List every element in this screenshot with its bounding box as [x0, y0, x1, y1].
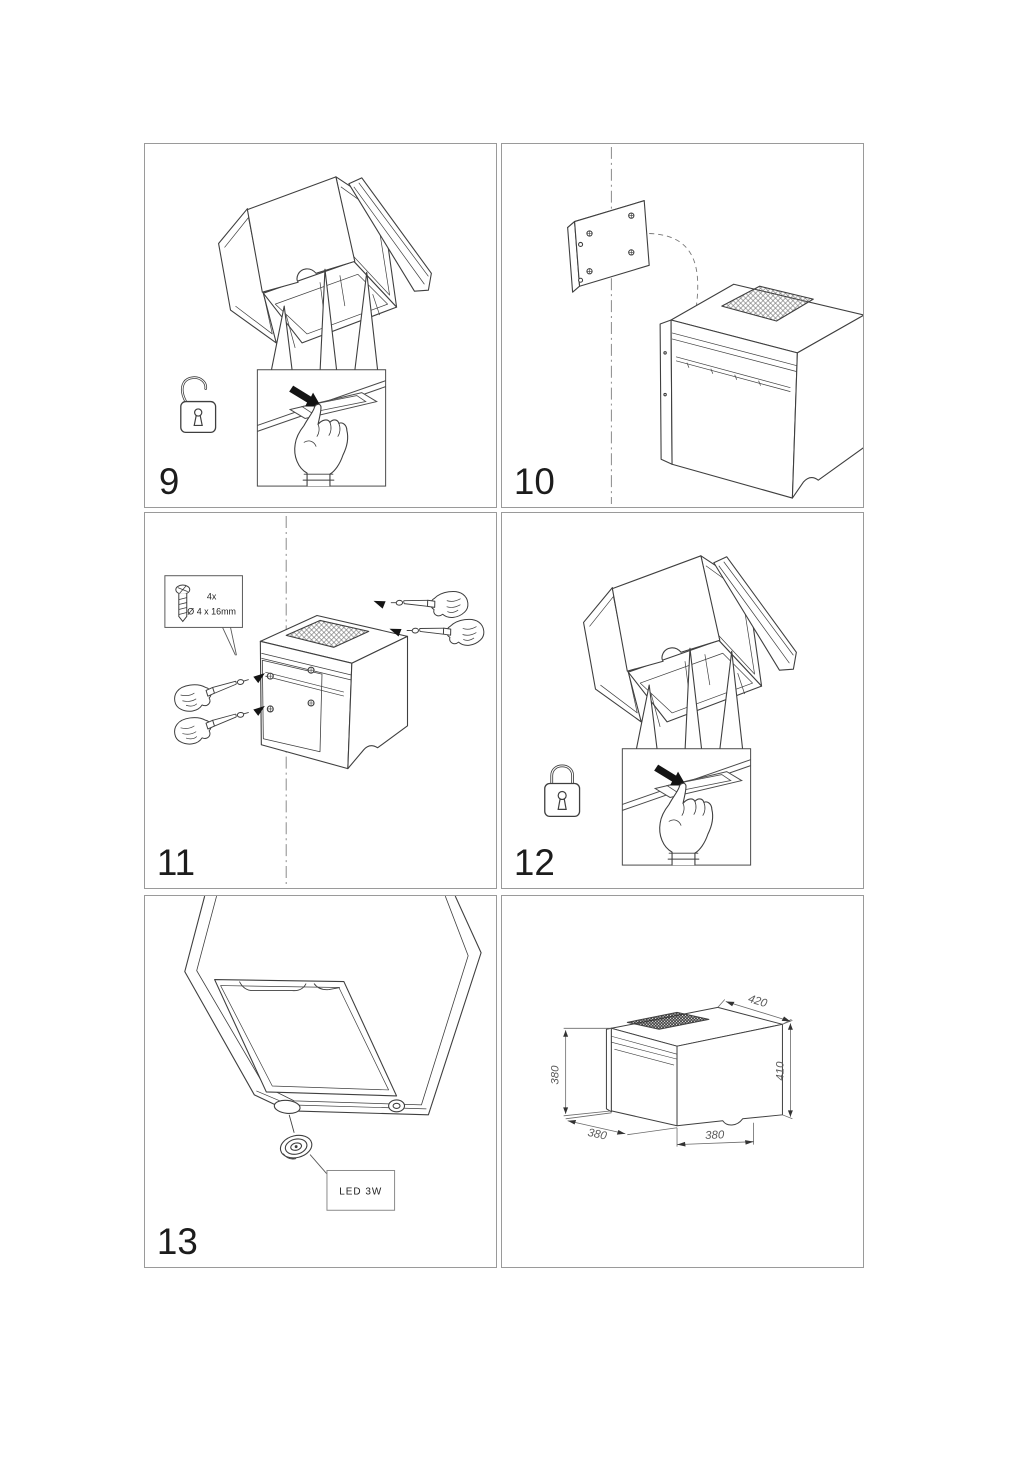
mounting-bracket-icon — [568, 201, 650, 292]
step-number: 13 — [156, 1221, 198, 1263]
dimension-label-right-height: 410 — [774, 1061, 787, 1081]
dimension-label-top-depth: 420 — [746, 993, 769, 1011]
mesh-top-unit — [660, 284, 863, 498]
dimension-label-front-width: 380 — [704, 1129, 725, 1143]
open-padlock-icon — [181, 378, 216, 433]
dimension-label-left-height: 380 — [549, 1065, 562, 1085]
panel-step-9 — [144, 143, 497, 508]
led-spotlight-icon — [278, 1132, 314, 1161]
unit-underside-drawing — [185, 896, 481, 1133]
screw-size: Ø 4 x 16mm — [187, 606, 236, 617]
panel-step-10 — [501, 143, 864, 508]
step-number: 11 — [156, 842, 196, 884]
screw-quantity: 4x — [206, 591, 217, 602]
step-number: 10 — [513, 461, 555, 503]
panel-step-13 — [144, 895, 497, 1268]
mesh-top-unit — [260, 615, 407, 768]
screwdriver-hand-icon — [374, 588, 470, 628]
led-label: LED 3W — [339, 1186, 383, 1198]
panel-dimensions — [501, 895, 864, 1268]
dimension-label-bottom-depth: 380 — [586, 1126, 608, 1143]
step-number: 12 — [513, 842, 555, 884]
dimensioned-unit-drawing — [606, 1007, 782, 1125]
closed-padlock-icon — [545, 766, 580, 816]
step-number: 9 — [158, 461, 180, 503]
screwdriver-hand-icon — [173, 673, 269, 713]
led-callout-box — [310, 1155, 395, 1211]
tilted-unit-drawing — [584, 556, 797, 865]
screwdriver-hand-icon — [173, 706, 269, 746]
panel-step-12 — [501, 512, 864, 889]
panel-step-11 — [144, 512, 497, 889]
screw-callout-box — [165, 576, 243, 656]
tilted-unit-drawing — [219, 177, 432, 486]
